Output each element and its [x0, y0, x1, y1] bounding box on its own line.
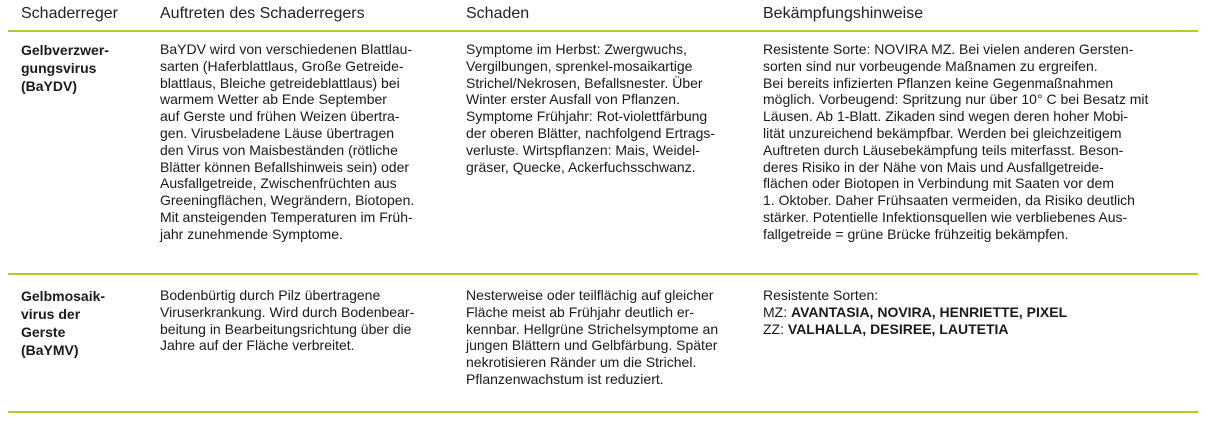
- damage-text: [466, 41, 715, 175]
- text-line: Läusen. Ab 1-Blatt. Zikaden sind wegen deren hoher Mobi-: [763, 108, 1129, 125]
- variety-prefix: MZ:: [763, 303, 791, 320]
- pest-name: [21, 41, 109, 95]
- text-line: Symptome Frühjahr: Rot-violettfärbung: [466, 108, 708, 125]
- table-row: [8, 275, 1198, 410]
- text-line: Winter erster Ausfall von Pflanzen.: [466, 91, 680, 108]
- pest-name-line: (BaYMV): [21, 342, 79, 358]
- text-line: Blätter können Befallshinweis sein) oder: [160, 158, 410, 175]
- text-line: Bei bereits infizierten Pflanzen keine Gegenmaßnahmen: [763, 74, 1114, 91]
- text-line: jahr zunehmende Symptome.: [160, 225, 343, 242]
- pest-name-line: Gelbmosaik-: [21, 288, 106, 304]
- text-line: der oberen Blätter, nachfolgend Ertrags-: [466, 124, 716, 141]
- text-line: Greeningflächen, Wegrändern, Biotopen.: [160, 192, 415, 209]
- header-occurrence: Auftreten des Schaderregers: [160, 5, 365, 22]
- text-line: Pflanzenwachstum ist reduziert.: [466, 370, 664, 387]
- text-line: Jahre auf der Fläche verbreitet.: [160, 337, 355, 354]
- variety-names: VALHALLA, DESIREE, LAUTETIA: [787, 320, 1009, 337]
- pest-name-line: (BaYDV): [21, 78, 78, 94]
- text-line: kennbar. Hellgrüne Strichelsymptome an: [466, 320, 719, 337]
- table-row: [8, 32, 1198, 273]
- text-line: flächen oder Biotopen in Verbindung mit Saaten vor dem: [763, 175, 1115, 192]
- text-line: Symptome im Herbst: Zwergwuchs,: [466, 41, 687, 57]
- control-text: [763, 41, 1148, 243]
- pest-name: [21, 287, 105, 359]
- variety-prefix: ZZ:: [763, 320, 788, 337]
- text-line: BaYDV wird von verschiedenen Blattlau-: [160, 41, 413, 57]
- text-line: gen. Virusbeladene Läuse übertragen: [160, 124, 395, 141]
- pest-table: [8, 0, 1198, 387]
- text-line: warmem Wetter ab Ende September: [160, 91, 387, 108]
- text-line: blattlaus, Bleiche getreideblattlaus) bei: [160, 74, 400, 91]
- variety-line-zz: [763, 321, 1067, 338]
- text-line: auf Gerste und frühen Weizen übertra-: [160, 108, 400, 125]
- pest-name-line: Gerste: [21, 324, 66, 340]
- text-line: Resistente Sorten:: [763, 287, 879, 303]
- text-line: nekrotisieren Ränder um die Strichel.: [466, 354, 697, 371]
- occurrence-text: [160, 41, 414, 243]
- text-line: möglich. Vorbeugend: Spritzung nur über 10° C bei Besatz mit: [763, 91, 1149, 108]
- text-line: den Virus von Maisbeständen (rötliche: [160, 141, 398, 158]
- header-pest: Schaderreger: [21, 5, 118, 22]
- pest-name-line: virus der: [21, 306, 81, 322]
- text-line: fallgetreide = grüne Brücke frühzeitig bekämpfen.: [763, 225, 1069, 242]
- text-line: Viruserkrankung. Wird durch Bodenbear-: [160, 303, 415, 320]
- text-line: jungen Blättern und Gelbfärbung. Später: [466, 337, 718, 354]
- text-line: Fläche meist ab Frühjahr deutlich er-: [466, 303, 694, 320]
- pest-name-line: gungsvirus: [21, 60, 97, 76]
- text-line: Nesterweise oder teilflächig auf gleicher: [466, 287, 714, 303]
- text-line: Mit ansteigenden Temperaturen im Früh-: [160, 208, 413, 225]
- damage-text: [466, 287, 718, 388]
- variety-names: AVANTASIA, NOVIRA, HENRIETTE, PIXEL: [791, 303, 1068, 320]
- control-text: [763, 287, 1067, 337]
- text-line: Auftreten durch Läusebekämpfung teils miterfasst. Beson-: [763, 141, 1124, 158]
- header-control: Bekämpfungshinweise: [763, 5, 924, 22]
- bottom-divider: [8, 411, 1198, 413]
- text-line: Bodenbürtig durch Pilz übertragene: [160, 287, 381, 303]
- text-line: deres Risiko in der Nähe von Mais und Ausfallgetreide-: [763, 158, 1104, 175]
- text-line: sarten (Haferblattlaus, Große Getreide-: [160, 57, 404, 74]
- text-line: lität unzureichend bekämpfbar. Werden bei gleichzeitigem: [763, 124, 1122, 141]
- table-header: [8, 0, 1198, 30]
- text-line: verluste. Wirtspflanzen: Mais, Weidel-: [466, 141, 700, 158]
- text-line: Ausfallgetreide, Zwischenfrüchten aus: [160, 175, 397, 192]
- text-line: sorten sind nur vorbeugende Maßnamen zu ergreifen.: [763, 57, 1098, 74]
- pest-name-line: Gelbverzwer-: [21, 42, 109, 58]
- text-line: gräser, Quecke, Ackerfuchsschwanz.: [466, 158, 696, 175]
- header-damage: Schaden: [466, 5, 530, 22]
- occurrence-text: [160, 287, 414, 354]
- text-line: 1. Oktober. Daher Frühsaaten vermeiden, da Risiko deutlich: [763, 192, 1135, 209]
- text-line: Strichel/Nekrosen, Befallsnester. Über: [466, 74, 703, 91]
- text-line: stärker. Potentielle Infektionsquellen wie verbliebenes Aus-: [763, 208, 1128, 225]
- text-line: Resistente Sorte: NOVIRA MZ. Bei vielen anderen Gersten-: [763, 41, 1134, 57]
- variety-line-mz: [763, 304, 1067, 321]
- text-line: beitung in Bearbeitungsrichtung über die: [160, 320, 412, 337]
- text-line: Vergilbungen, sprenkel-mosaikartige: [466, 57, 693, 74]
